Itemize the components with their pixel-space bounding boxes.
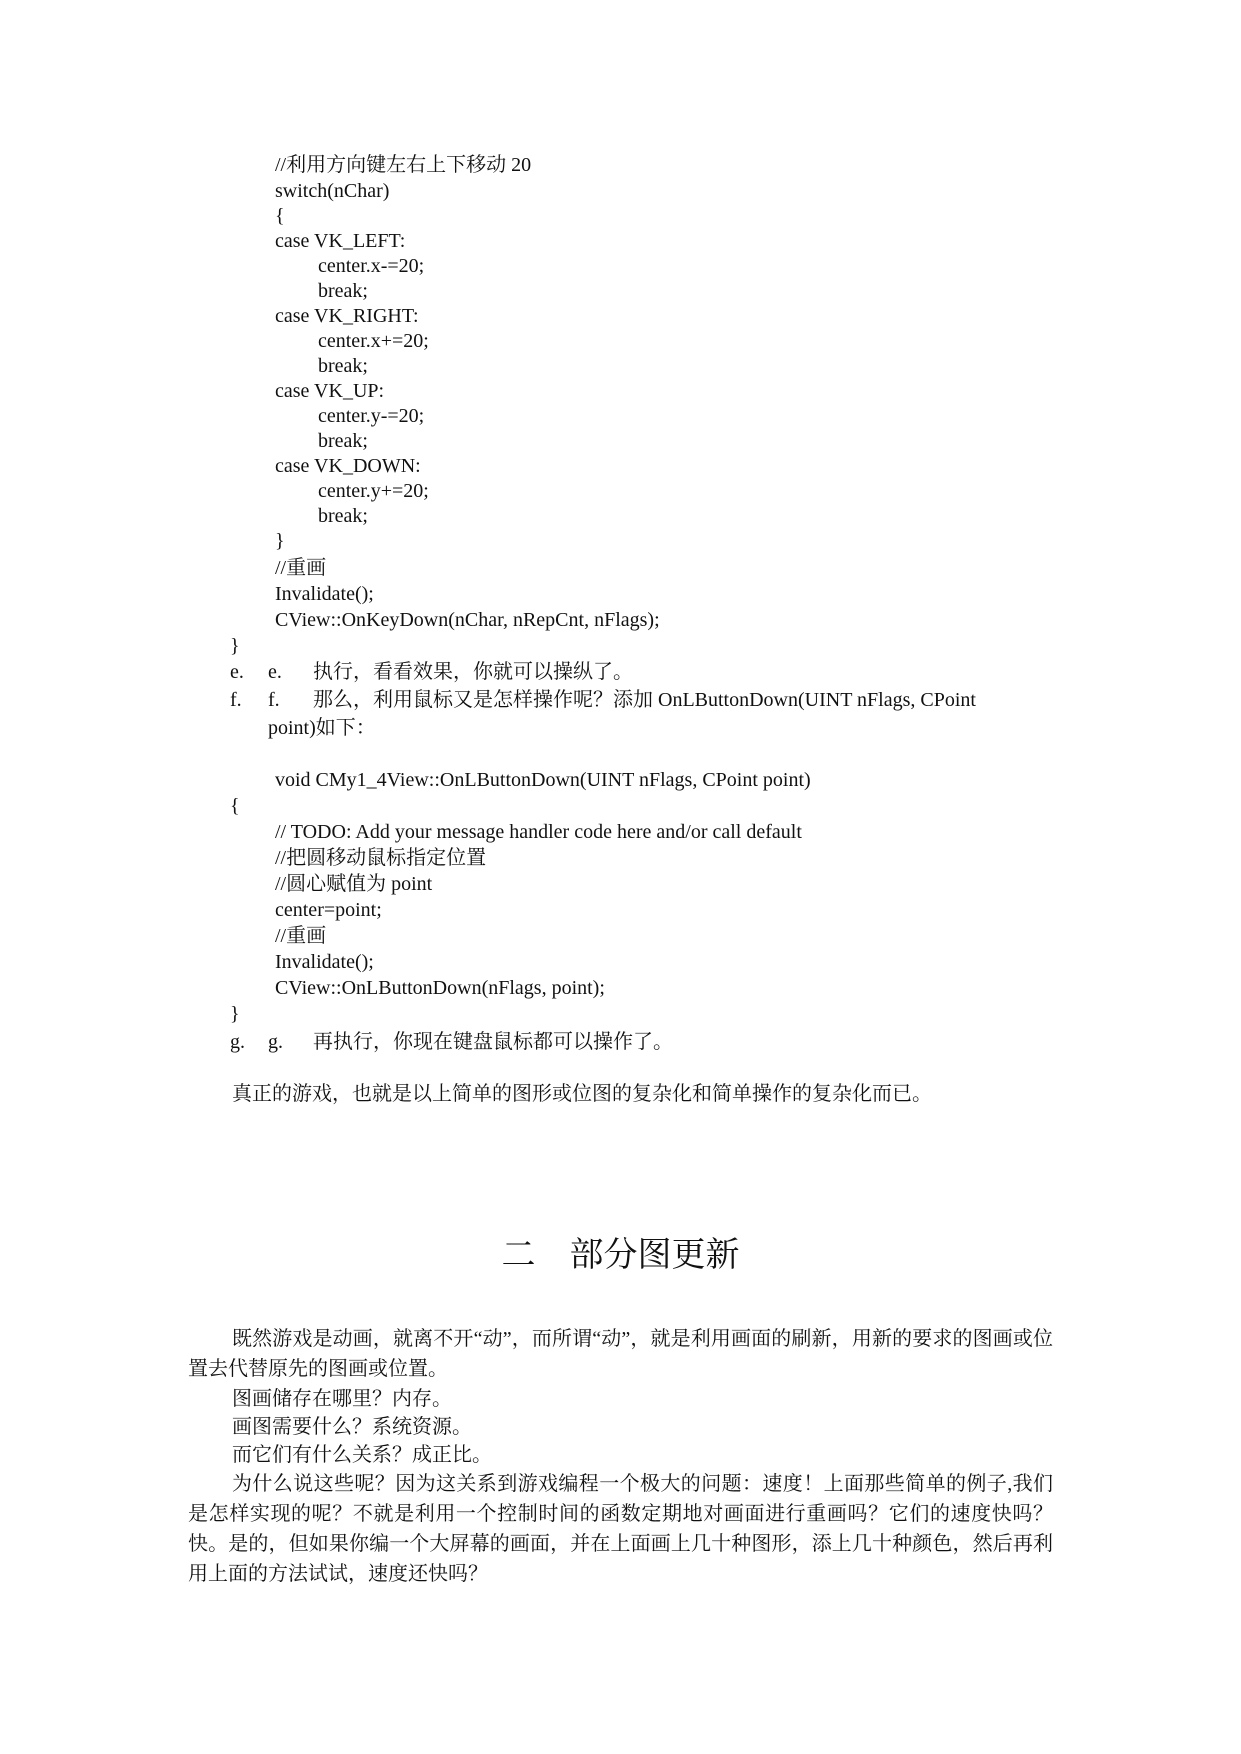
step-marker: f. [230,689,242,711]
code-line: //圆心赋值为 point [275,873,433,895]
code-line: //利用方向键左右上下移动 20 [275,154,532,176]
code-line: break; [318,505,368,527]
code-line: break; [318,280,368,302]
code-line: // TODO: Add your message handler code here and/or call default [275,821,802,843]
body-paragraph: 为什么说这些呢？因为这关系到游戏编程一个极大的问题：速度！上面那些简单的例子,我们是怎样实现的呢？不就是利用一个控制时间的函数定期地对画面进行重画吗？它们的速度快吗？快。是的，但如果你编一个大屏幕的画面，并在上面画上几十种图形，添上几十种颜色，然后再利用上面的方法试试，速度还快吗？ [188,1473,1053,1585]
code-line: void CMy1_4View::OnLButtonDown(UINT nFlags, CPoint point) [275,769,811,791]
code-line: CView::OnLButtonDown(nFlags, point); [275,977,605,999]
code-line: switch(nChar) [275,180,390,202]
section-title: 二 部分图更新 [501,1237,740,1274]
code-line: } [230,635,240,657]
code-line: Invalidate(); [275,951,374,973]
code-line: //重画 [275,925,327,947]
code-line: CView::OnKeyDown(nChar, nRepCnt, nFlags); [275,609,660,631]
code-line: { [275,205,285,227]
code-line: //重画 [275,557,327,579]
code-line: break; [318,430,368,452]
code-line: case VK_RIGHT: [275,305,419,327]
body-paragraph: 画图需要什么？系统资源。 [232,1416,472,1438]
summary-text: 真正的游戏，也就是以上简单的图形或位图的复杂化和简单操作的复杂化而已。 [232,1083,932,1105]
code-line: center.x+=20; [318,330,429,352]
code-line: center.y+=20; [318,480,429,502]
code-line: case VK_UP: [275,380,385,402]
step-marker: g. [230,1031,245,1053]
body-paragraph: 而它们有什么关系？成正比。 [232,1444,492,1466]
step-marker: e. [230,661,244,683]
body-paragraph: 既然游戏是动画，就离不开“动”，而所谓“动”，就是利用画面的刷新，用新的要求的图画或位置去代替原先的图画或位置。 [188,1328,1053,1380]
step-text-continued: point)如下： [268,717,376,739]
step-text: 执行，看看效果，你就可以操纵了。 [313,661,633,683]
code-line: center.y-=20; [318,405,425,427]
step-label: g. [268,1031,283,1053]
code-line: break; [318,355,368,377]
code-line: { [230,795,240,817]
code-line: case VK_LEFT: [275,230,406,252]
code-line: //把圆移动鼠标指定位置 [275,847,487,869]
body-paragraph: 图画储存在哪里？内存。 [232,1388,452,1410]
code-line: Invalidate(); [275,583,374,605]
step-text: 那么，利用鼠标又是怎样操作呢？添加 OnLButtonDown(UINT nFlags, CPoint [313,689,976,711]
code-line: } [275,530,285,552]
step-label: f. [268,689,280,711]
code-line: center=point; [275,899,382,921]
code-line: } [230,1003,240,1025]
step-label: e. [268,661,282,683]
code-line: case VK_DOWN: [275,455,421,477]
code-line: center.x-=20; [318,255,425,277]
step-text: 再执行，你现在键盘鼠标都可以操作了。 [313,1031,673,1053]
